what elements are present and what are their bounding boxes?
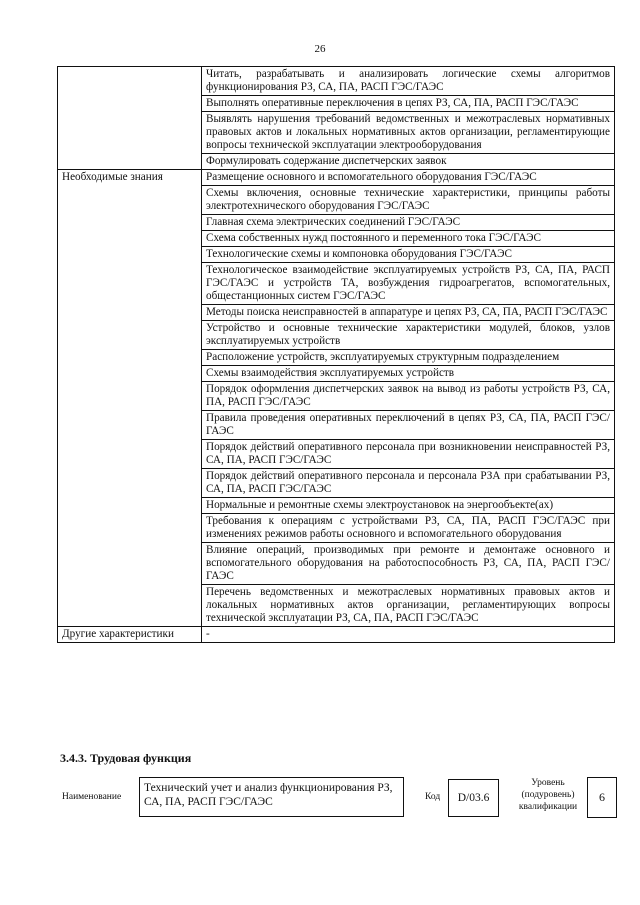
section-title: 3.4.3. Трудовая функция xyxy=(60,751,192,765)
table-row xyxy=(58,67,615,96)
row-content: Методы поиска неисправностей в аппаратуре и цепях РЗ, СА, ПА, РАСП ГЭС/ГАЭС xyxy=(202,305,615,321)
row-content: Формулировать содержание диспетчерских заявок xyxy=(202,154,615,170)
row-content: Схемы взаимодействия эксплуатируемых устройств xyxy=(202,366,615,382)
level-label: Уровень (подуровень) квалификации xyxy=(518,778,578,812)
labor-function-header xyxy=(60,777,620,829)
row-content: Технологическое взаимодействие эксплуатируемых устройств РЗ, СА, ПА, РАСП ГЭС/ГАЭС и устройств ТА, возбуждения гидроагрегатов, вспомогательных, общестанционных систем ГЭС/ГАЭС xyxy=(202,263,615,305)
row-content: Требования к операциям с устройствами РЗ, СА, ПА, РАСП ГЭС/ГАЭС при изменениях режимов работы основного и вспомогательного оборудования xyxy=(202,514,615,543)
code-label: Код xyxy=(425,792,441,802)
page-number: 26 xyxy=(314,43,326,55)
row-content: Схемы включения, основные технические характеристики, принципы работы электротехнического оборудования ГЭС/ГАЭС xyxy=(202,186,615,215)
row-content: Нормальные и ремонтные схемы электроустановок на энергообъекте(ах) xyxy=(202,498,615,514)
function-name-box: Технический учет и анализ функционирования РЗ, СА, ПА, РАСП ГЭС/ГАЭС xyxy=(139,777,404,817)
row-content: Выявлять нарушения требований ведомственных и межотраслевых нормативных правовых актов и локальных нормативных актов организации, регламентирующие вопросы технической эксплуатации электрооборудования xyxy=(202,112,615,154)
row-content: Порядок оформления диспетчерских заявок на вывод из работы устройств РЗ, СА, ПА, РАСП ГЭС/ГАЭС xyxy=(202,382,615,411)
table-body xyxy=(58,67,615,643)
knowledge-table xyxy=(57,66,615,643)
row-content: Правила проведения оперативных переключений в цепях РЗ, СА, ПА, РАСП ГЭС/ГАЭС xyxy=(202,411,615,440)
row-content: Перечень ведомственных и межотраслевых нормативных правовых актов и локальных нормативных актов организации, регламентирующих вопросы технической эксплуатации РЗ, СА, ПА, РАСП ГЭС/ГАЭС xyxy=(202,585,615,627)
row-content: Влияние операций, производимых при ремонте и демонтаже основного и вспомогательного оборудования на работоспособность РЗ, СА, ПА, РАСП ГЭС/ГАЭС xyxy=(202,543,615,585)
code-box: D/03.6 xyxy=(448,779,499,817)
row-content: - xyxy=(202,627,615,643)
row-label xyxy=(58,67,202,170)
row-content: Технологические схемы и компоновка оборудования ГЭС/ГАЭС xyxy=(202,247,615,263)
level-box: 6 xyxy=(587,777,617,818)
row-content: Выполнять оперативные переключения в цепях РЗ, СА, ПА, РАСП ГЭС/ГАЭС xyxy=(202,96,615,112)
row-content: Порядок действий оперативного персонала и персонала РЗА при срабатывании РЗ, СА, ПА, РАСП ГЭС/ГАЭС xyxy=(202,469,615,498)
row-content: Размещение основного и вспомогательного оборудования ГЭС/ГАЭС xyxy=(202,170,615,186)
row-content: Устройство и основные технические характеристики модулей, блоков, узлов эксплуатируемых устройств xyxy=(202,321,615,350)
row-content: Расположение устройств, эксплуатируемых структурным подразделением xyxy=(202,350,615,366)
row-content: Схема собственных нужд постоянного и переменного тока ГЭС/ГАЭС xyxy=(202,231,615,247)
row-label: Другие характеристики xyxy=(58,627,202,643)
row-label: Необходимые знания xyxy=(58,170,202,627)
name-label: Наименование xyxy=(62,792,122,802)
row-content: Главная схема электрических соединений ГЭС/ГАЭС xyxy=(202,215,615,231)
table-row xyxy=(58,627,615,643)
table-row xyxy=(58,170,615,186)
row-content: Порядок действий оперативного персонала при возникновении неисправностей РЗ, СА, ПА, РАСП ГЭС/ГАЭС xyxy=(202,440,615,469)
row-content: Читать, разрабатывать и анализировать логические схемы алгоритмов функционирования РЗ, СА, ПА, РАСП ГЭС/ГАЭС xyxy=(202,67,615,96)
